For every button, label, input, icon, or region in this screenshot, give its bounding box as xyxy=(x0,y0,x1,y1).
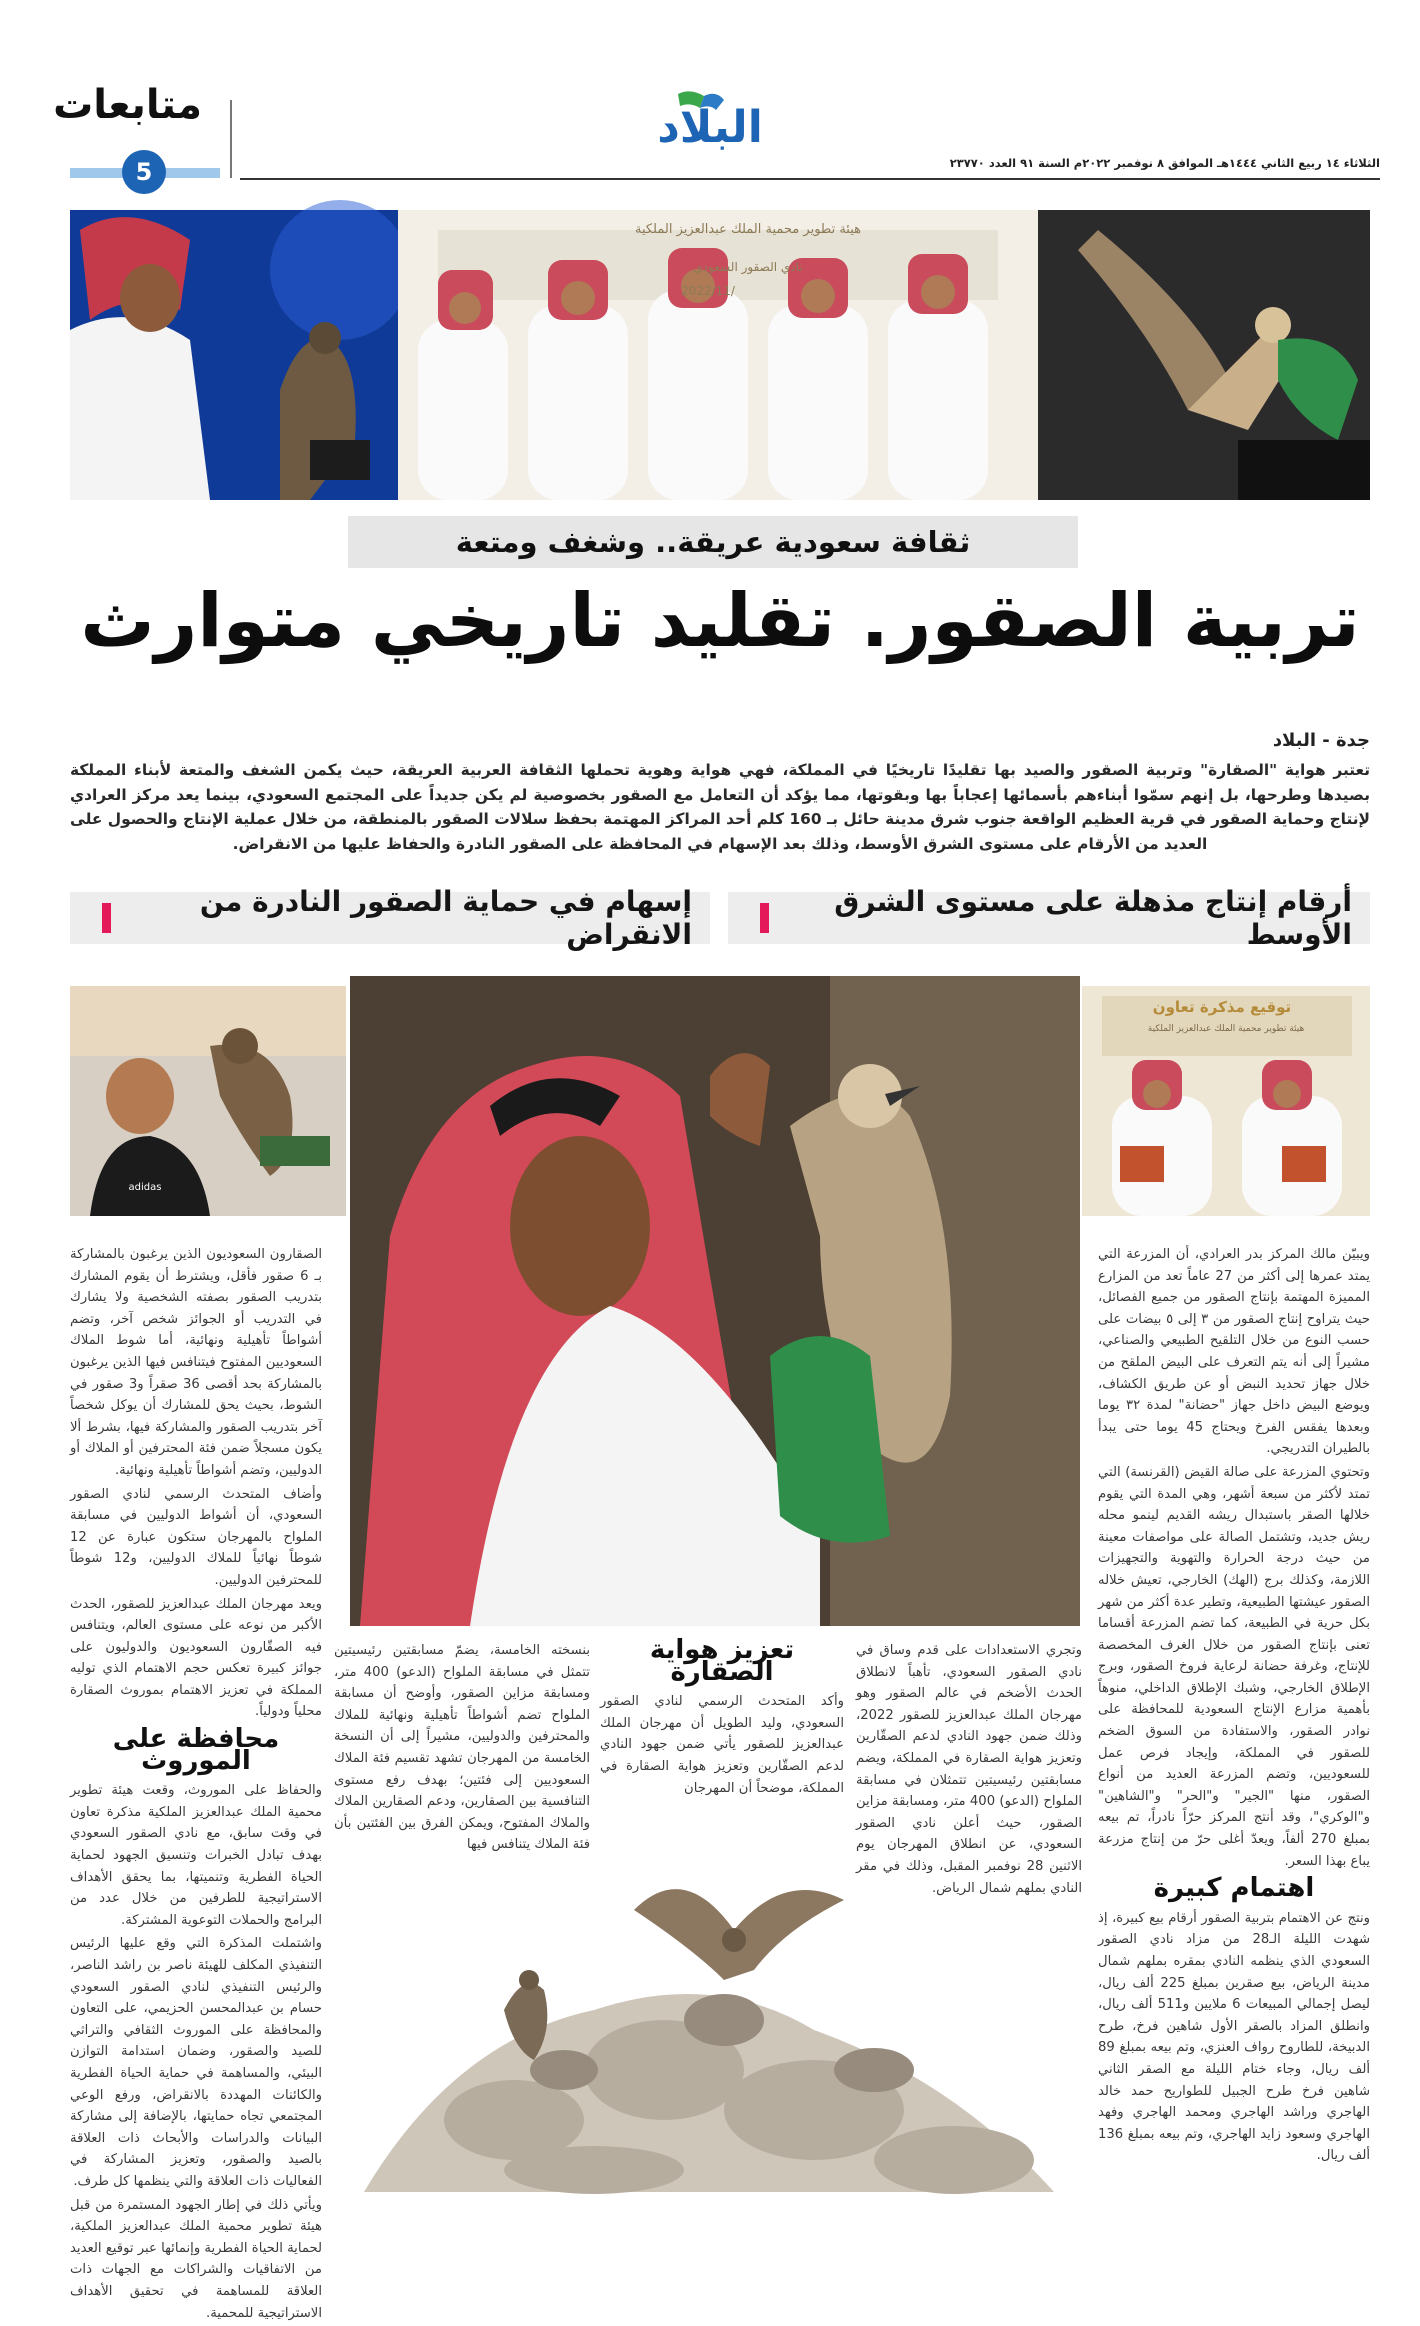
photo-falcons-on-rocks xyxy=(334,1840,1080,2192)
column-1-paragraph: ونتج عن الاهتمام بتربية الصقور أرقام بيع كبيرة، إذ شهدت الليلة الـ28 من مزاد نادي الصقور السعودي الذي ينظمه النادي بمقره بملهم شمال مدينة الرياض، بيع صقرين بمبلغ 225 ألف ريال، ليصل إجمالي المبيعات 6 ملايين و511 ألف ريال، وانطلق المزاد بالصقر الأول شاهين فرخ، طرح الدبيخة، للطاروح رواف العنزي، وتم بيعه بمبلغ 89 ألف ريال، وجاء ختام الليلة مع الصقر الثاني شاهين فرخ طرح الجبيل للطواريح حمد خالد الهاجري وراشد الهاجري ومحمد الهاجري وفهد الهاجري وسعود زايد الهاجري، وتم بيعه بمبلغ 136 ألف ريال. xyxy=(1098,1910,1370,2164)
masthead xyxy=(0,0,1420,200)
kicker-bar xyxy=(348,516,1078,568)
byline: جدة - البلاد xyxy=(1272,730,1370,751)
column-1-paragraph: وتحتوي المزرعة على صالة القيض (القرنسة) التي تمتد لأكثر من سبعة أشهر، وهي المدة التي يقوم خلالها الصقر باستبدال ريشه القديم لينمو محله ريش جديد، وتشتمل الصالة على مواصفات معينة من حيث درجة الحرارة والتهوية والتجهيزات اللازمة، وكذلك برج (الهك) الخارجي، تعيش خلاله الصقور عيشتها الطبيعية، وتطير عدة أكثر من شهر بكل حرية في الطبيعة، كما تضم المزرعة أقساما تعنى بإنتاج الصقور من خلال الغرف المخصصة للإنتاج، وغرفة حضانة لرعاية فروخ الصقور، وبرج الإطلاق الخارجي، وشبك الإطلاق الداخلي، منوهاً بأهمية مزارع الإنتاج السعودية للمحافظة على نوادر الصقور، والاستفادة من السوق الضخم للصقور في المملكة، وإيجاد فرص عمل للسعوديين، وتضم المزرعة العديد من أنواع الصقور، منها "الجير" و"الحر" و"الشاهين" و"الوكري"، وقد أنتج المركز حرّاً نادراً، تم بيعه بمبلغ 270 ألفاً، ويعدّ أغلى حرّ من إنتاج مزرعة يباع بهذا السعر. xyxy=(1098,1464,1371,1869)
page-number: 5 xyxy=(135,158,153,186)
banner-title: هيئة تطوير محمية الملك عبدالعزيز الملكية xyxy=(634,222,861,237)
section-heading-protection xyxy=(70,885,710,951)
photo-mou-signing xyxy=(1082,986,1370,1216)
column-2-paragraph: وتجري الاستعدادات على قدم وساق في نادي الصقور السعودي، تأهباً لانطلاق الحدث الأضخم في عالم الصقور وهو مهرجان الملك عبدالعزيز للصقور 2022، وذلك ضمن جهود النادي لدعم الصقّارين وتعزيز هواية الصقارة في المملكة، ويضم مسابقتين رئيسيتين تتمثلان في مسابقة الملواح (الدعو) 400 متر، ومسابقة مزاين الصقور، حيث أعلن نادي الصقور السعودي، عن انطلاق المهرجان يوم الاثنين 28 نوفمبر المقبل، وذلك في مقر النادي بملهم شمال الرياض. xyxy=(856,1643,1082,1896)
column-5-paragraph: ويأتي ذلك في إطار الجهود المستمرة من قبل هيئة تطوير محمية الملك عبدالعزيز الملكية، لحماية الحياة الفطرية وإنمائها عبر توقيع العديد من الاتفاقيات والشراكات مع الجهات ذات العلاقة للمساهمة في تحقيق الأهداف الاستراتيجية للمحمية. xyxy=(70,2197,322,2321)
section-heading-production xyxy=(728,885,1370,951)
section-heading-protection-text: إسهام في حماية الصقور النادرة من الانقراض xyxy=(199,885,692,951)
column-4-paragraph: بنسخته الخامسة، يضمّ مسابقتين رئيسيتين تتمثل في مسابقة الملواح (الدعو) 400 متر، ومسابقة مزاين الصقور، وأوضح أن مسابقة الملواح تضم أشواطاً تأهيلية ونهائية للملاك والمحترفين والدوليين، مشيراً إلى أن النسخة الخامسة من المهرجان تشهد تقسيم فئة الملاك السعوديين إلى فئتين؛ بهدف رفع مستوى التنافسية بين الصقارين، ودعم الصقارين الملاك والملاك المفتوح، ويمكن الفرق بين الفئتين بأن فئة الملاك يتنافس فيها xyxy=(334,1643,590,1853)
section-heading-production-text: أرقام إنتاج مذهلة على مستوى الشرق الأوسط xyxy=(834,885,1352,951)
header-underline xyxy=(240,178,1380,180)
accent-bar-icon xyxy=(102,903,111,933)
mou-subtitle: هيئة تطوير محمية الملك عبدالعزيز الملكية xyxy=(1147,1024,1305,1034)
column-1-paragraph: ويبيّن مالك المركز بدر العرادي، أن المزرعة التي يمتد عمرها إلى أكثر من 27 عاماً تعد من المزارع المميزة المهتمة بإنتاج الصقور من جميع الفصائل، حيث يتراوح إنتاج الصقور من ٣ إلى ٥ بيضات على حسب النوع من خلال التلقيح الطبيعي والصناعي، مشيراً إلى أنه يتم التعرف على البيض الملقح من خلال جهاز تحديد النبض أو عن طريق الكشاف، ويوضع البيض داخل جهاز "حضانة" لمدة ٣٢ يوما وبعدها يفقس الفرخ ويحتاج 45 يوما حتى يبدأ بالطيران التدريجي. xyxy=(1098,1247,1371,1457)
photo-falcon-wings xyxy=(1038,210,1370,500)
subheading-big-interest: اهتمام كبيرة xyxy=(1153,1873,1315,1904)
photo-officials-group xyxy=(398,210,1038,500)
column-5-paragraph: والحفاظ على الموروث، وقعت هيئة تطوير محمية الملك عبدالعزيز الملكية مذكرة تعاون في وقت سابق، مع نادي الصقور السعودي بهدف تبادل الخبرات وتنسيق الجهود لحماية الحياة الفطرية وتنميتها، بما يحقق الأهداف الاستراتيجية للطرفين من خلال عدد من البرامج والحملات التوعوية المشتركة. xyxy=(70,1783,322,1928)
photo-falconer-portrait xyxy=(70,210,402,500)
kicker: ثقافة سعودية عريقة.. وشغف ومتعة xyxy=(455,525,971,559)
main-headline: تربية الصقور. تقليد تاريخي متوارث xyxy=(80,578,1360,664)
banner-subtitle: نادي الصقور السعودي xyxy=(693,260,803,274)
photo-child-with-falcon xyxy=(70,986,346,1216)
column-3-paragraph: وأكد المتحدث الرسمي لنادي الصقور السعودي، وليد الطويل أن مهرجان الملك عبدالعزيز للصقور يأتي ضمن جهود النادي لدعم الصقّارين وتعزيز هواية الصقارة في المملكة، موضحاً أن المهرجان xyxy=(600,1694,844,1796)
subheading-heritage: محافظة على الموروث xyxy=(112,1724,280,1776)
lead-paragraph: تعتبر هواية "الصقارة" وتربية الصقور والصيد بها تقليدًا تاريخيًا في المملكة، فهي هواية وهوية تحملها الثقافة العربية العريقة، حيث يكمن الشغف والمتعة لأبناء المملكة بصيدها وطرحها، بل إنهم سمّوا أبناءهم بأسمائها إعجاباً بها وبقوتها، مما يؤكد أن التعامل مع الصقور بخصوصية لم يكن جديداً على المجتمع السعودي، بينما يعد مركز العرادي لإنتاج وحماية الصقور في قرية العظيم الواقعة جنوب شرق مدينة حائل بـ 160 كلم أحد المراكز المهتمة بحفظ سلالات الصقور بالمنطقة، من خلال عملية الإنتاج والحصول على العديد من الأرقام على مستوى الشرق الأوسط، وذلك بعد الإسهام في المحافظة على الصقور النادرة والحفاظ عليها من الانقراض. xyxy=(70,761,1370,853)
banner-date: 2022/11/ xyxy=(681,284,735,298)
section-title: متابعات xyxy=(53,82,202,128)
page-number-badge xyxy=(122,150,166,194)
shirt-logo: adidas xyxy=(128,1182,162,1193)
mou-title: توقيع مذكرة تعاون xyxy=(1152,998,1292,1016)
logo-text: البلاد xyxy=(657,102,763,153)
newspaper-logo xyxy=(650,86,770,156)
issue-date-line: الثلاثاء ١٤ ربيع الثاني ١٤٤٤هـ الموافق ٨ نوفمبر ٢٠٢٢م السنة ٩١ العدد ٢٣٧٧٠ xyxy=(949,156,1380,170)
article-column-1 xyxy=(1098,1244,1370,2169)
column-5-paragraph: واشتملت المذكرة التي وقع عليها الرئيس التنفيذي المكلف للهيئة ناصر بن راشد الناصر، والرئيس التنفيذي لنادي الصقور السعودي حسام بن عبدالمحسن الحزيمي، على التعاون والمحافظة على الموروث الثقافي والتراثي للصيد والصقور، وضمان استدامة التوازن البيئي، والمساهمة في حماية الحياة الفطرية والكائنات المهددة بالانقراض، ورفع الوعي المجتمعي تجاه حمايتها، بالإضافة إلى مشاركة البيانات والدراسات والأبحاث ذات العلاقة بالصيد والصقور، وتعزيز المشاركة في الفعاليات ذات العلاقة والتي ينظمها كل طرف. xyxy=(70,1936,322,2189)
photo-falconer-main xyxy=(350,976,1080,1626)
column-5-paragraph: ويعد مهرجان الملك عبدالعزيز للصقور، الحدث الأكبر من نوعه على مستوى العالم، ويتنافس فيه الصقّارون السعوديون والدوليون على جوائز كبيرة تعكس حجم الاهتمام الذي توليه المملكة في تعزيز الاهتمام بموروث الصقارة محلياً ودولياً. xyxy=(70,1596,322,1720)
accent-bar-icon xyxy=(760,903,769,933)
column-5-paragraph: وأضاف المتحدث الرسمي لنادي الصقور السعودي، أن أشواط الدوليين في مسابقة الملواح بالمهرجان ستكون عبارة عن 12 شوطاً نهائياً للملاك الدوليين، و12 شوطاً للمحترفين الدوليين. xyxy=(70,1486,322,1588)
header-divider xyxy=(230,100,232,178)
article-column-3 xyxy=(600,1635,844,1801)
article-column-5 xyxy=(70,1244,322,2326)
article-column-4 xyxy=(334,1640,590,1858)
column-5-paragraph: الصقارون السعوديون الذين يرغبون بالمشاركة بـ 6 صقور فأقل، ويشترط أن يقوم المشارك بتدريب الصقور بصفته الشخصية ولا يشارك في التدريب أو الجوائز شخص آخر، وتضم أشواطاً تأهيلية ونهائية، أما شوط الملاك السعوديين المفتوح فيتنافس فيها الذين يرغبون بالمشاركة بحد أقصى 36 صقراً و3 صقور في الشوط، بحيث يحق للمشارك أن يوكل شخصاً آخر بتدريب الصقور والمشاركة فيها، بشرط ألا يكون مسجلاً ضمن فئة المحترفين أو الملاك أو الدوليين، وتضم أشواطاً تأهيلية ونهائية. xyxy=(70,1247,322,1478)
subheading-hobby: تعزيز هواية الصقارة xyxy=(649,1635,795,1687)
